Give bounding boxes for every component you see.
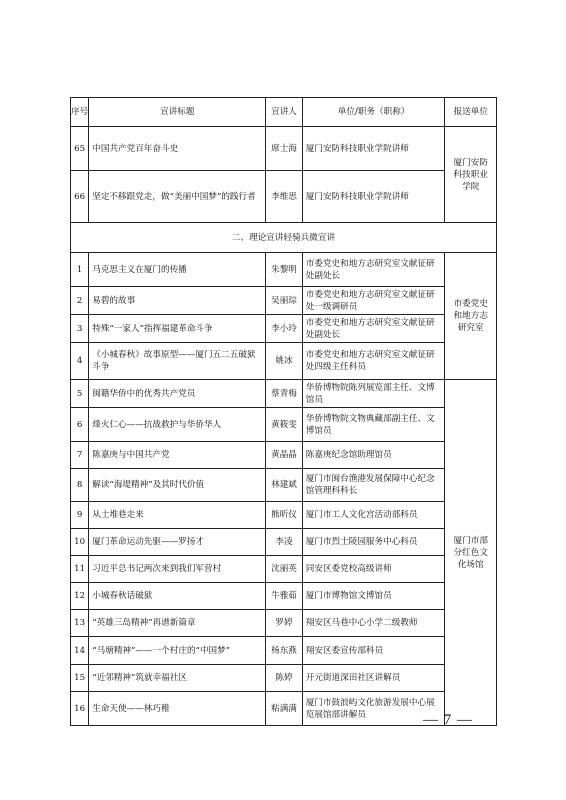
header-speaker: 宣讲人: [266, 98, 302, 127]
table-row: [71, 287, 497, 315]
row-speaker: 黄筱雯: [266, 408, 302, 442]
row-no: 8: [71, 469, 89, 502]
row-title: 习近平总书记两次来到我们军营村: [89, 556, 266, 583]
row-speaker: 粘满满: [266, 692, 302, 726]
row-no: 5: [71, 380, 89, 408]
row-unit: 华侨博物院文物典藏部副主任、文博馆员: [302, 408, 445, 442]
header-org: 报送单位: [445, 98, 497, 127]
row-speaker: 蔡青梅: [266, 380, 302, 408]
row-no: 3: [71, 315, 89, 343]
row-no: 16: [71, 692, 89, 726]
section-row: [71, 223, 497, 253]
row-no: 4: [71, 343, 89, 380]
row-unit: 厦门市烈士陵园服务中心科员: [302, 529, 445, 556]
row-unit: 市委党史和地方志研究室文献征研处副处长: [302, 253, 445, 287]
row-speaker: 李维思: [266, 171, 302, 223]
header-title: 宣讲标题: [89, 98, 266, 127]
row-title: 解读“海堤精神”及其时代价值: [89, 469, 266, 502]
table-row: [71, 610, 497, 637]
row-speaker: 罗婷: [266, 610, 302, 637]
table-row: [71, 408, 497, 442]
org-cell: 厦门安防科技职业学院: [445, 127, 497, 223]
row-unit: 厦门市闽台渔港发展保障中心纪念馆管理科科长: [302, 469, 445, 502]
row-speaker: 姚冰: [266, 343, 302, 380]
org-cell: 市委党史和地方志研究室: [445, 253, 497, 380]
row-speaker: 熊昕仪: [266, 502, 302, 529]
row-speaker: 吴丽琮: [266, 287, 302, 315]
row-no: 1: [71, 253, 89, 287]
row-speaker: 李凌: [266, 529, 302, 556]
table-row: [71, 469, 497, 502]
table-row: [71, 253, 497, 287]
row-unit: 市委党史和地方志研究室文献征研处副处长: [302, 315, 445, 343]
row-title: 中国共产党百年奋斗史: [89, 127, 266, 171]
row-title: 烽火仁心——抗战救护与华侨华人: [89, 408, 266, 442]
row-title: 马克思主义在厦门的传播: [89, 253, 266, 287]
row-no: 11: [71, 556, 89, 583]
row-title: 陈嘉庚与中国共产党: [89, 442, 266, 469]
row-unit: 市委党史和地方志研究室文献征研处一级调研员: [302, 287, 445, 315]
row-unit: 陈嘉庚纪念馆助理馆员: [302, 442, 445, 469]
header-unit: 单位/职务（职称）: [302, 98, 445, 127]
header-no: 序号: [71, 98, 89, 127]
table-row: [71, 343, 497, 380]
row-title: 小城春秋话破狱: [89, 583, 266, 610]
row-no: 2: [71, 287, 89, 315]
row-speaker: 沈丽英: [266, 556, 302, 583]
row-title: 《小城春秋》故事原型——厦门五二五破狱斗争: [89, 343, 266, 380]
table-row: [71, 583, 497, 610]
row-no: 15: [71, 665, 89, 692]
row-title: “马塘精神”——一个村庄的“中国梦”: [89, 637, 266, 665]
row-speaker: 李小玲: [266, 315, 302, 343]
table-row: [71, 556, 497, 583]
row-speaker: 陈婷: [266, 665, 302, 692]
row-unit: 厦门安防科技职业学院讲师: [302, 127, 445, 171]
row-speaker: 黄晶晶: [266, 442, 302, 469]
table-row: [71, 380, 497, 408]
row-no: 65: [71, 127, 89, 171]
table-row: [71, 442, 497, 469]
row-title: 闽籍华侨中的优秀共产党员: [89, 380, 266, 408]
table-row: [71, 529, 497, 556]
row-speaker: 朱黎明: [266, 253, 302, 287]
table-row: [71, 127, 497, 171]
row-title: 坚定不移跟党走，做“美丽中国梦”的践行者: [89, 171, 266, 223]
row-unit: 开元街道深田社区讲解员: [302, 665, 445, 692]
row-no: 10: [71, 529, 89, 556]
table-row: [71, 315, 497, 343]
row-no: 13: [71, 610, 89, 637]
row-unit: 华侨博物院陈列展览部主任、文博馆员: [302, 380, 445, 408]
org-cell: 厦门市部分红色文化场馆: [445, 380, 497, 726]
row-no: 66: [71, 171, 89, 223]
row-title: 易碧的故事: [89, 287, 266, 315]
row-no: 14: [71, 637, 89, 665]
row-title: “英雄三岛精神”再谱新篇章: [89, 610, 266, 637]
row-title: “近邻精神”筑就幸福社区: [89, 665, 266, 692]
row-no: 9: [71, 502, 89, 529]
row-speaker: 杨东燕: [266, 637, 302, 665]
row-title: 特殊“一家人”指挥福建革命斗争: [89, 315, 266, 343]
section-title: 二、理论宣讲轻骑兵微宣讲: [71, 223, 497, 253]
page-number: — 7 —: [423, 712, 473, 728]
row-speaker: 牛雅茹: [266, 583, 302, 610]
row-unit: 同安区委党校高级讲师: [302, 556, 445, 583]
row-title: 从土堆巷走来: [89, 502, 266, 529]
row-title: 生命天使——林巧稚: [89, 692, 266, 726]
header-row: [71, 98, 497, 127]
row-no: 7: [71, 442, 89, 469]
speaker-table: [70, 97, 497, 726]
table-row: [71, 665, 497, 692]
row-speaker: 林建斌: [266, 469, 302, 502]
row-unit: 厦门市博物馆文博馆员: [302, 583, 445, 610]
row-unit: 翔安区马巷中心小学二级教师: [302, 610, 445, 637]
row-speaker: 席士海: [266, 127, 302, 171]
table-row: [71, 171, 497, 223]
row-no: 12: [71, 583, 89, 610]
row-no: 6: [71, 408, 89, 442]
row-unit: 厦门市工人文化宫活动部科员: [302, 502, 445, 529]
table-row: [71, 502, 497, 529]
row-unit: 翔安区委宣传部科员: [302, 637, 445, 665]
row-unit: 厦门市鼓浪屿文化旅游发展中心展览展馆部讲解员: [302, 692, 445, 726]
row-unit: 市委党史和地方志研究室文献征研处四级主任科员: [302, 343, 445, 380]
table-row: [71, 637, 497, 665]
row-unit: 厦门安防科技职业学院讲师: [302, 171, 445, 223]
row-title: 厦门革命运动先驱——罗扬才: [89, 529, 266, 556]
